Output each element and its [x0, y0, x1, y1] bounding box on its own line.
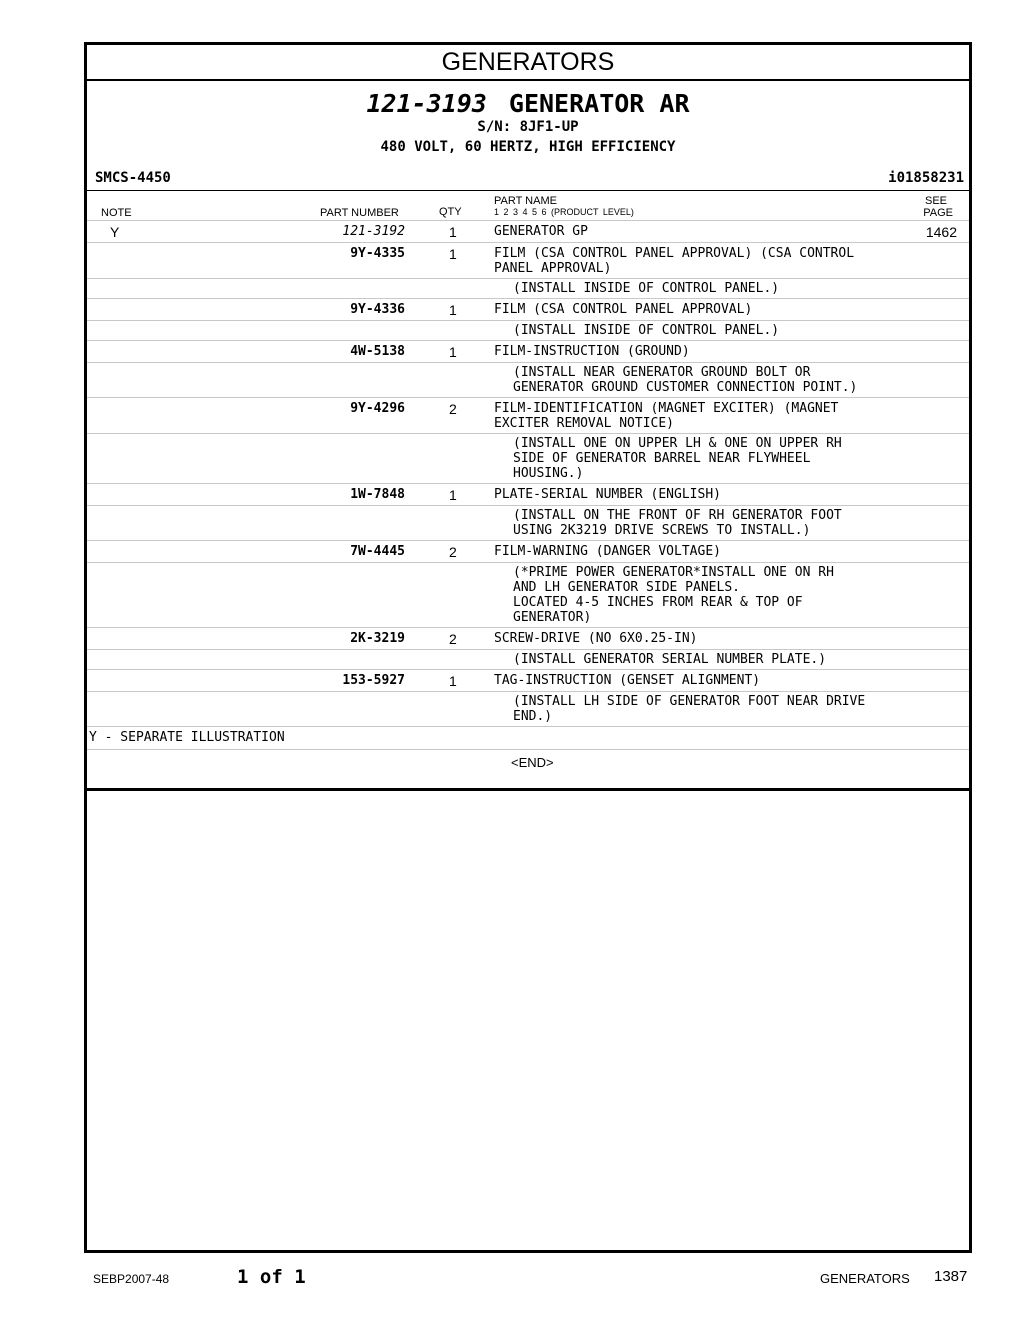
row-qty: 1 [449, 344, 457, 360]
table-row [87, 540, 969, 562]
column-qty: QTY [439, 206, 462, 218]
row-instruction: (*PRIME POWER GENERATOR*INSTALL ONE ON RH AND LH GENERATOR SIDE PANELS. LOCATED 4-5 INCHES FROM REAR & TOP OF GENERATOR) [513, 565, 834, 625]
row-part-name: GENERATOR GP [494, 224, 588, 239]
table-row [87, 340, 969, 362]
instruction-row [87, 562, 969, 627]
row-part-number: 2K-3219 [350, 631, 405, 646]
row-qty: 1 [449, 246, 457, 262]
row-part-number: 4W-5138 [350, 344, 405, 359]
row-note: Y [110, 224, 120, 240]
row-qty: 2 [449, 401, 457, 417]
row-part-number: 9Y-4335 [350, 246, 405, 261]
column-part-name: PART NAME [494, 195, 557, 207]
serial-range: S/N: 8JF1-UP [477, 119, 579, 135]
column-product-levels: 1 2 3 4 5 6 (PRODUCT LEVEL) [494, 207, 634, 217]
table-row [87, 397, 969, 433]
row-part-number: 121-3192 [342, 224, 405, 239]
row-qty: 1 [449, 673, 457, 689]
instruction-row [87, 433, 969, 483]
assembly-title [87, 89, 969, 118]
end-marker: <END> [511, 755, 554, 770]
row-part-name: FILM-WARNING (DANGER VOLTAGE) [494, 544, 721, 559]
end-row [87, 749, 969, 791]
parts-page-frame [84, 42, 972, 1253]
assembly-part-number: 121-3193 [366, 89, 487, 118]
column-header [87, 190, 969, 221]
table-row [87, 483, 969, 505]
row-part-name: PLATE-SERIAL NUMBER (ENGLISH) [494, 487, 721, 502]
row-part-name: SCREW-DRIVE (NO 6X0.25-IN) [494, 631, 698, 646]
column-part-number: PART NUMBER [320, 207, 399, 219]
footer-page-of: 1 of 1 [237, 1266, 306, 1288]
footnote-text: Y - SEPARATE ILLUSTRATION [89, 730, 285, 745]
row-qty: 1 [449, 302, 457, 318]
instruction-row [87, 505, 969, 540]
row-part-name: TAG-INSTRUCTION (GENSET ALIGNMENT) [494, 673, 761, 688]
instruction-row [87, 691, 969, 726]
row-instruction: (INSTALL NEAR GENERATOR GROUND BOLT OR GENERATOR GROUND CUSTOMER CONNECTION POINT.) [513, 365, 858, 395]
row-instruction: (INSTALL LH SIDE OF GENERATOR FOOT NEAR DRIVE END.) [513, 694, 866, 724]
assembly-name: GENERATOR AR [508, 89, 690, 118]
parts-table [87, 220, 969, 791]
row-instruction: (INSTALL ON THE FRONT OF RH GENERATOR FOOT USING 2K3219 DRIVE SCREWS TO INSTALL.) [513, 508, 842, 538]
assembly-description: 480 VOLT, 60 HERTZ, HIGH EFFICIENCY [380, 139, 676, 155]
table-row [87, 298, 969, 320]
row-qty: 2 [449, 544, 457, 560]
instruction-row [87, 649, 969, 669]
footer-page-number: 1387 [934, 1268, 968, 1285]
instruction-row [87, 278, 969, 298]
footnote [87, 726, 969, 749]
row-part-name: FILM (CSA CONTROL PANEL APPROVAL) (CSA CONTROL PANEL APPROVAL) [494, 246, 855, 276]
row-qty: 2 [449, 631, 457, 647]
column-page: PAGE [923, 207, 953, 219]
row-instruction: (INSTALL INSIDE OF CONTROL PANEL.) [513, 281, 780, 296]
table-row [87, 242, 969, 278]
table-row [87, 669, 969, 691]
illustration-reference: i01858231 [888, 170, 964, 186]
instruction-row [87, 320, 969, 340]
smcs-code: SMCS-4450 [95, 170, 171, 186]
row-part-number: 9Y-4296 [350, 401, 405, 416]
row-instruction: (INSTALL INSIDE OF CONTROL PANEL.) [513, 323, 780, 338]
table-row [87, 220, 969, 242]
row-instruction: (INSTALL ONE ON UPPER LH & ONE ON UPPER RH SIDE OF GENERATOR BARREL NEAR FLYWHEEL HOUSING.) [513, 436, 842, 481]
footer-doc-id: SEBP2007-48 [93, 1272, 170, 1286]
table-row [87, 627, 969, 649]
row-part-number: 1W-7848 [350, 487, 405, 502]
row-part-name: FILM (CSA CONTROL PANEL APPROVAL) [494, 302, 753, 317]
row-see-page: 1462 [925, 224, 957, 240]
row-qty: 1 [449, 224, 457, 240]
column-see: SEE [924, 195, 947, 207]
instruction-row [87, 362, 969, 397]
row-instruction: (INSTALL GENERATOR SERIAL NUMBER PLATE.) [513, 652, 827, 667]
row-part-number: 9Y-4336 [350, 302, 405, 317]
row-part-number: 153-5927 [342, 673, 405, 688]
section-title: GENERATORS [87, 45, 969, 81]
row-part-name: FILM-INSTRUCTION (GROUND) [494, 344, 690, 359]
row-part-number: 7W-4445 [350, 544, 405, 559]
row-part-name: FILM-IDENTIFICATION (MAGNET EXCITER) (MAGNET EXCITER REMOVAL NOTICE) [494, 401, 839, 431]
column-note: NOTE [101, 207, 132, 219]
row-qty: 1 [449, 487, 457, 503]
footer-section: GENERATORS [820, 1271, 910, 1286]
